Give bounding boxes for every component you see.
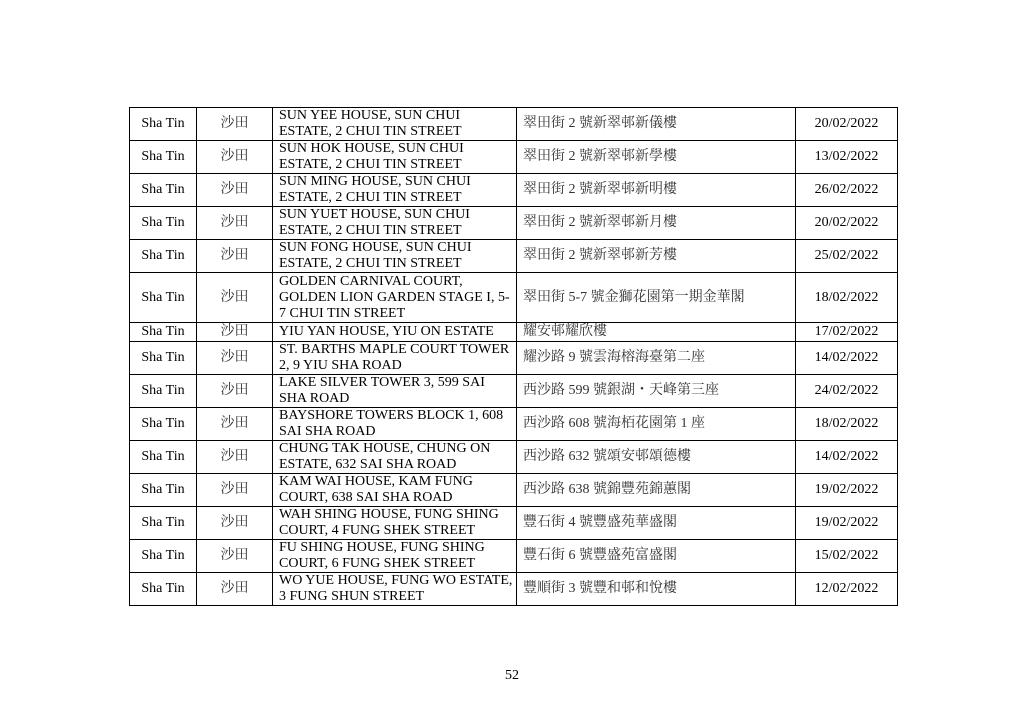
district-zh-cell: 沙田 xyxy=(197,207,273,240)
district-zh-cell: 沙田 xyxy=(197,174,273,207)
address-zh-cell: 翠田街 5-7 號金獅花園第一期金華閣 xyxy=(517,273,796,323)
address-en-cell: CHUNG TAK HOUSE, CHUNG ON ESTATE, 632 SAI SHA ROAD xyxy=(273,441,517,474)
address-zh-cell: 翠田街 2 號新翠邨新芳樓 xyxy=(517,240,796,273)
address-en-cell: KAM WAI HOUSE, KAM FUNG COURT, 638 SAI SHA ROAD xyxy=(273,474,517,507)
address-en-cell: GOLDEN CARNIVAL COURT, GOLDEN LION GARDEN STAGE I, 5-7 CHUI TIN STREET xyxy=(273,273,517,323)
address-en-cell: WAH SHING HOUSE, FUNG SHING COURT, 4 FUNG SHEK STREET xyxy=(273,507,517,540)
table-row xyxy=(130,342,898,375)
table-row xyxy=(130,573,898,606)
address-zh-cell: 翠田街 2 號新翠邨新明樓 xyxy=(517,174,796,207)
district-en-cell: Sha Tin xyxy=(130,141,197,174)
district-en-cell: Sha Tin xyxy=(130,273,197,323)
date-cell: 12/02/2022 xyxy=(796,573,898,606)
address-en-cell: WO YUE HOUSE, FUNG WO ESTATE, 3 FUNG SHUN STREET xyxy=(273,573,517,606)
table-row xyxy=(130,141,898,174)
date-cell: 24/02/2022 xyxy=(796,375,898,408)
date-cell: 17/02/2022 xyxy=(796,323,898,342)
district-zh-cell: 沙田 xyxy=(197,108,273,141)
district-zh-cell: 沙田 xyxy=(197,323,273,342)
address-zh-cell: 豐石街 4 號豐盛苑華盛閣 xyxy=(517,507,796,540)
district-zh-cell: 沙田 xyxy=(197,540,273,573)
table-row xyxy=(130,207,898,240)
table-row xyxy=(130,474,898,507)
date-cell: 20/02/2022 xyxy=(796,207,898,240)
date-cell: 18/02/2022 xyxy=(796,408,898,441)
table-row xyxy=(130,273,898,323)
district-en-cell: Sha Tin xyxy=(130,174,197,207)
district-en-cell: Sha Tin xyxy=(130,240,197,273)
address-zh-cell: 西沙路 608 號海栢花園第 1 座 xyxy=(517,408,796,441)
district-en-cell: Sha Tin xyxy=(130,507,197,540)
date-cell: 13/02/2022 xyxy=(796,141,898,174)
address-zh-cell: 耀沙路 9 號雲海榕海臺第二座 xyxy=(517,342,796,375)
district-zh-cell: 沙田 xyxy=(197,141,273,174)
district-zh-cell: 沙田 xyxy=(197,375,273,408)
address-zh-cell: 豐石街 6 號豐盛苑富盛閣 xyxy=(517,540,796,573)
date-cell: 14/02/2022 xyxy=(796,342,898,375)
address-zh-cell: 翠田街 2 號新翠邨新學樓 xyxy=(517,141,796,174)
address-en-cell: YIU YAN HOUSE, YIU ON ESTATE xyxy=(273,323,517,342)
address-en-cell: FU SHING HOUSE, FUNG SHING COURT, 6 FUNG SHEK STREET xyxy=(273,540,517,573)
address-en-cell: SUN MING HOUSE, SUN CHUI ESTATE, 2 CHUI TIN STREET xyxy=(273,174,517,207)
address-zh-cell: 豐順街 3 號豐和邨和悅樓 xyxy=(517,573,796,606)
address-en-cell: LAKE SILVER TOWER 3, 599 SAI SHA ROAD xyxy=(273,375,517,408)
table-row xyxy=(130,375,898,408)
district-en-cell: Sha Tin xyxy=(130,540,197,573)
table-row xyxy=(130,507,898,540)
district-zh-cell: 沙田 xyxy=(197,408,273,441)
table-row xyxy=(130,174,898,207)
date-cell: 15/02/2022 xyxy=(796,540,898,573)
date-cell: 20/02/2022 xyxy=(796,108,898,141)
table-row xyxy=(130,408,898,441)
district-en-cell: Sha Tin xyxy=(130,108,197,141)
district-en-cell: Sha Tin xyxy=(130,342,197,375)
address-en-cell: SUN HOK HOUSE, SUN CHUI ESTATE, 2 CHUI TIN STREET xyxy=(273,141,517,174)
address-en-cell: SUN YEE HOUSE, SUN CHUI ESTATE, 2 CHUI TIN STREET xyxy=(273,108,517,141)
district-en-cell: Sha Tin xyxy=(130,474,197,507)
date-cell: 14/02/2022 xyxy=(796,441,898,474)
address-zh-cell: 西沙路 632 號頌安邨頌德樓 xyxy=(517,441,796,474)
address-zh-cell: 西沙路 638 號錦豐苑錦蕙閣 xyxy=(517,474,796,507)
district-zh-cell: 沙田 xyxy=(197,474,273,507)
date-cell: 19/02/2022 xyxy=(796,474,898,507)
address-zh-cell: 翠田街 2 號新翠邨新月樓 xyxy=(517,207,796,240)
page-number: 52 xyxy=(505,668,519,683)
records-table xyxy=(129,107,898,606)
district-en-cell: Sha Tin xyxy=(130,441,197,474)
date-cell: 18/02/2022 xyxy=(796,273,898,323)
table-row xyxy=(130,108,898,141)
address-en-cell: SUN YUET HOUSE, SUN CHUI ESTATE, 2 CHUI TIN STREET xyxy=(273,207,517,240)
district-en-cell: Sha Tin xyxy=(130,207,197,240)
address-en-cell: SUN FONG HOUSE, SUN CHUI ESTATE, 2 CHUI TIN STREET xyxy=(273,240,517,273)
district-zh-cell: 沙田 xyxy=(197,273,273,323)
district-en-cell: Sha Tin xyxy=(130,408,197,441)
date-cell: 25/02/2022 xyxy=(796,240,898,273)
table-row xyxy=(130,441,898,474)
district-en-cell: Sha Tin xyxy=(130,323,197,342)
district-en-cell: Sha Tin xyxy=(130,573,197,606)
district-zh-cell: 沙田 xyxy=(197,240,273,273)
address-en-cell: BAYSHORE TOWERS BLOCK 1, 608 SAI SHA ROAD xyxy=(273,408,517,441)
district-en-cell: Sha Tin xyxy=(130,375,197,408)
date-cell: 26/02/2022 xyxy=(796,174,898,207)
district-zh-cell: 沙田 xyxy=(197,507,273,540)
district-zh-cell: 沙田 xyxy=(197,441,273,474)
district-zh-cell: 沙田 xyxy=(197,573,273,606)
date-cell: 19/02/2022 xyxy=(796,507,898,540)
address-zh-cell: 耀安邨耀欣樓 xyxy=(517,323,796,342)
table-row xyxy=(130,540,898,573)
address-zh-cell: 翠田街 2 號新翠邨新儀樓 xyxy=(517,108,796,141)
district-zh-cell: 沙田 xyxy=(197,342,273,375)
table-row xyxy=(130,240,898,273)
address-en-cell: ST. BARTHS MAPLE COURT TOWER 2, 9 YIU SHA ROAD xyxy=(273,342,517,375)
address-zh-cell: 西沙路 599 號銀湖・天峰第三座 xyxy=(517,375,796,408)
table-row xyxy=(130,323,898,342)
